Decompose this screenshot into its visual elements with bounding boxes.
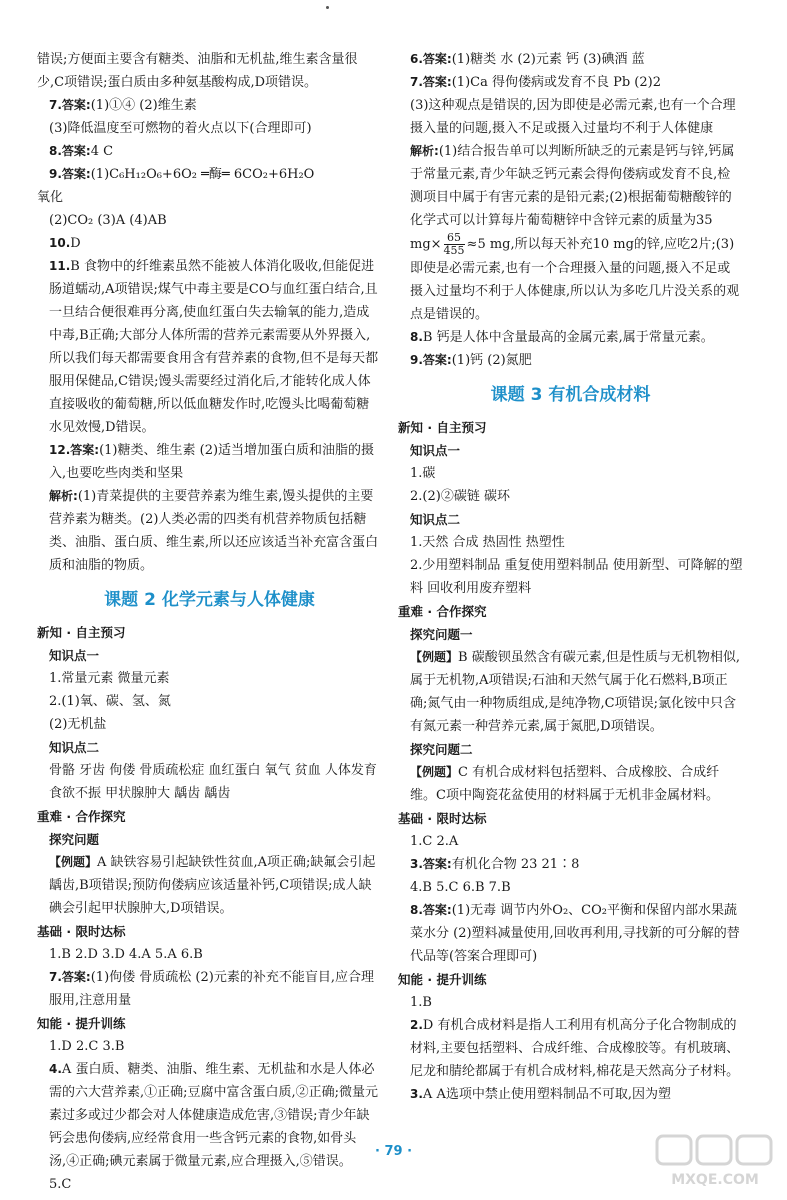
basic-answer-3: 3.答案:有机化合物 23 21∶8: [410, 857, 580, 872]
answer-9: 9.答案:(1)C₆H₁₂O₆+6O₂ ═酶═ 6CO₂+6H₂O: [49, 167, 315, 182]
top-mark: [326, 6, 329, 9]
answer-7: 7.答案:(1)①④ (2)维生素: [49, 98, 197, 113]
example-2: 【例题】C 有机合成材料包括塑料、合成橡胶、合成纤维。C项中陶瓷花盆使用的材料属于无机非金属材料。: [410, 765, 720, 803]
left-column: [37, 48, 382, 1196]
advanced-answer-4: 4.A 蛋白质、糖类、油脂、维生素、无机盐和水是人体必需的六大营养素,①正确;豆腐中富含蛋白质,②正确;微量元素过多或过少都会对人体健康造成危害,③错误;青少年缺钙会患佝偻病,应经常食用一些含钙元素的食物,如骨头汤,④正确;碘元素属于微量元素,应合理摄入,⑤错误。: [49, 1062, 379, 1169]
svg-text:MXQE.COM: MXQE.COM: [671, 1172, 759, 1188]
advanced-answer-5: 5.C: [49, 1177, 72, 1192]
fraction: $\frac{65}{455}$: [443, 231, 465, 257]
answer-8: 8.答案:4 C: [49, 144, 114, 159]
section-advanced: 知能 · 提升训练: [398, 972, 487, 987]
answer-11: 11.B 食物中的纤维素虽然不能被人体消化吸收,但能促进肠道蠕动,A项错误;煤气中毒主要是CO与血红蛋白结合,且一旦结合便很难再分离,使血红蛋白失去输氧的能力,造成中毒,B正确;大部分人体所需的营养元素需要从外界摄入,所以我们每天都需要食用含有营养素的食物,但不是每天都服用保健品,C错误;馒头需要经过消化后,才能转化成人体直接吸收的葡萄糖,所以低血糖发作时,吃馒头比喝葡萄糖水见效慢,D错误。: [49, 259, 379, 435]
advanced-answers: 1.D 2.C 3.B: [49, 1039, 125, 1054]
watermark-logo: [655, 1132, 775, 1190]
kp2-item-1: 1.天然 合成 热固性 热塑性: [410, 535, 565, 550]
answer-9-cont: 氧化: [37, 190, 64, 205]
basic-answer-8: 8.答案:(1)无毒 调节内外O₂、CO₂平衡和保留内部水果蔬菜水分 (2)塑料减量使用,回收再利用,寻找新的可分解的替代品等(答案合理即可): [410, 903, 740, 964]
section-advanced: 知能 · 提升训练: [37, 1016, 126, 1031]
section-basic: 基础 · 限时达标: [398, 811, 487, 826]
analysis-12: 解析:(1)青菜提供的主要营养素为维生素,馒头提供的主要营养素为糖类。(2)人类必需的四类有机营养物质包括糖类、油脂、蛋白质、维生素,所以还应该适当补充富含蛋白质和油脂的物质。: [49, 489, 379, 573]
answer-6: 6.答案:(1)糖类 水 (2)元素 钙 (3)碘酒 蓝: [410, 52, 645, 67]
right-column: [398, 48, 743, 1106]
section-explore: 重难 · 合作探究: [398, 604, 487, 619]
basic-answers-1: 1.C 2.A: [410, 834, 459, 849]
answer-8: 8.B 钙是人体中含量最高的金属元素,属于常量元素。: [410, 330, 714, 345]
kp2-text: 骨骼 牙齿 佝偻 骨质疏松症 血红蛋白 氧气 贫血 人体发育 食欲不振 甲状腺肿大 龋齿 龋齿: [49, 763, 377, 801]
basic-answers: 1.B 2.D 3.D 4.A 5.A 6.B: [49, 947, 203, 962]
explore-question: 探究问题: [49, 832, 100, 847]
answer-7-part3: (3)这种观点是错误的,因为即使是必需元素,也有一个合理摄入量的问题,摄入不足或摄入过量均不利于人体健康: [410, 98, 736, 136]
intro-text: 错误;方便面主要含有糖类、油脂和无机盐,维生素含量很少,C项错误;蛋白质由多种氨基酸构成,D项错误。: [37, 52, 358, 90]
section-explore: 重难 · 合作探究: [37, 809, 126, 824]
explore-question-2: 探究问题二: [410, 742, 473, 757]
advanced-answer-1: 1.B: [410, 995, 432, 1010]
kp1-item-3: (2)无机盐: [49, 717, 107, 732]
explore-question-1: 探究问题一: [410, 627, 473, 642]
kp1-item-1: 1.常量元素 微量元素: [49, 671, 170, 686]
lesson-2-heading: 课题 2 化学元素与人体健康: [104, 590, 315, 610]
lesson-3-heading: 课题 3 有机合成材料: [490, 385, 651, 405]
answer-9: 9.答案:(1)钙 (2)氮肥: [410, 353, 532, 368]
page-number: · 79 ·: [374, 1144, 413, 1159]
answer-7: 7.答案:(1)Ca 得佝偻病或发育不良 Pb (2)2: [410, 75, 661, 90]
basic-answer-7: 7.答案:(1)佝偻 骨质疏松 (2)元素的补充不能盲目,应合理服用,注意用量: [49, 970, 374, 1008]
kp1-item-2: 2.(2)②碳链 碳环: [410, 489, 510, 504]
section-preview: 新知 · 自主预习: [398, 420, 487, 435]
example-1: 【例题】B 碳酸钡虽然含有碳元素,但是性质与无机物相似,属于无机物,A项错误;石油和天然气属于化石燃料,B项正确;氮气由一种物质组成,是纯净物,C项错误;氯化铵中只含有氮元素一种营养元素,属于氮肥,D项错误。: [410, 650, 740, 734]
analysis-7: 解析:(1)结合报告单可以判断所缺乏的元素是钙与锌,钙属于常量元素,青少年缺乏钙元素会得佝偻病或发育不良,检测项目中属于有害元素的是铅元素;(2)根据葡萄糖酸锌的化学式可以计算每片葡萄糖锌中含锌元素的质量为35 mg× $\frac{65}{455}$ ≈5 mg,所以每天补充10 mg的锌,应吃2片;(3)即使是必需元素,也有一个合理摄入量的问题,摄入不足或摄入过量均不利于人体健康,所以认为多吃几片没关系的观点是错误的。: [410, 144, 740, 322]
advanced-answer-2: 2.D 有机合成材料是指人工利用有机高分子化合物制成的材料,主要包括塑料、合成纤维、合成橡胶等。有机玻璃、尼龙和腈纶都属于有机合成材料,棉花是天然高分子材料。: [410, 1018, 740, 1079]
section-preview: 新知 · 自主预习: [37, 625, 126, 640]
answer-12: 12.答案:(1)糖类、维生素 (2)适当增加蛋白质和油脂的摄入,也要吃些肉类和坚果: [49, 443, 375, 481]
answer-7-part3: (3)降低温度至可燃物的着火点以下(合理即可): [49, 121, 312, 136]
knowledge-point-1: 知识点一: [410, 443, 461, 458]
basic-answers-4: 4.B 5.C 6.B 7.B: [410, 880, 511, 895]
knowledge-point-1: 知识点一: [49, 648, 100, 663]
advanced-answer-3: 3.A A选项中禁止使用塑料制品不可取,因为塑: [410, 1087, 671, 1102]
kp2-item-2: 2.少用塑料制品 重复使用塑料制品 使用新型、可降解的塑料 回收利用废弃塑料: [410, 558, 743, 596]
example: 【例题】A 缺铁容易引起缺铁性贫血,A项正确;缺氟会引起龋齿,B项错误;预防佝偻病应该适量补钙,C项错误;成人缺碘会引起甲状腺肿大,D项错误。: [49, 855, 376, 916]
answer-10: 10.D: [49, 236, 81, 251]
kp1-item-2: 2.(1)氧、碳、氢、氮: [49, 694, 171, 709]
section-basic: 基础 · 限时达标: [37, 924, 126, 939]
knowledge-point-2: 知识点二: [49, 740, 100, 755]
kp1-item-1: 1.碳: [410, 466, 436, 481]
answer-9-part2: (2)CO₂ (3)A (4)AB: [49, 213, 167, 228]
knowledge-point-2: 知识点二: [410, 512, 461, 527]
